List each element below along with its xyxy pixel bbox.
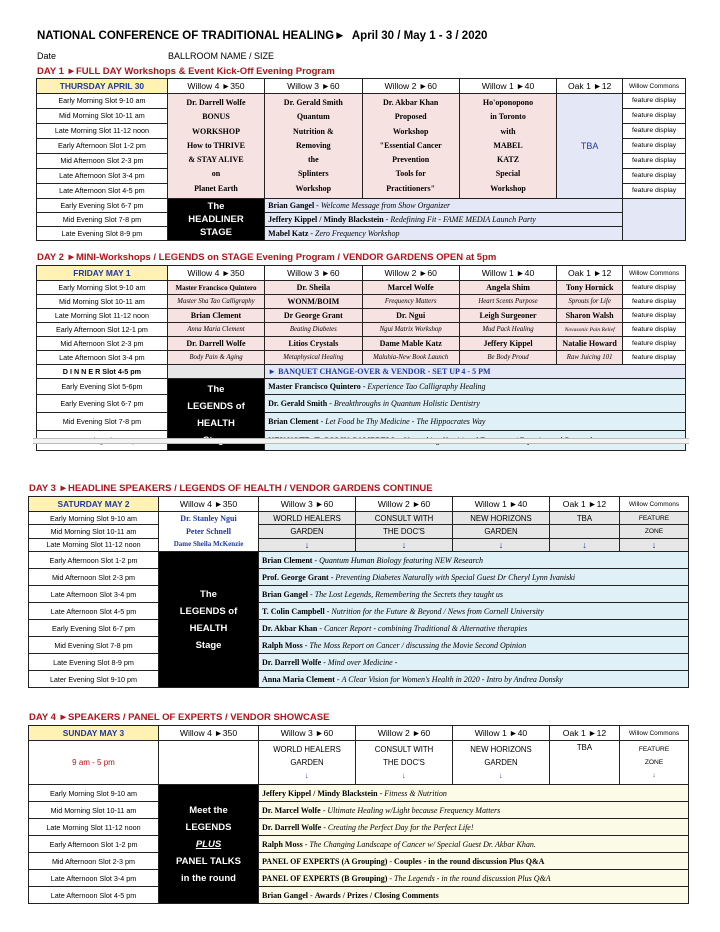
slot-label: Early Afternoon Slot 1-2 pm: [37, 139, 167, 154]
session-topic: Frequency Matters: [362, 295, 459, 309]
slot-label: Early Morning Slot 9-10 am: [29, 785, 159, 802]
garden-name: THE DOC'S: [383, 758, 425, 767]
session-presenter: Dr. Ngui: [362, 309, 459, 323]
garden-name: THE DOC'S: [356, 525, 453, 538]
arrow-down-icon: ↓: [499, 771, 503, 780]
slot-label: Late Afternoon Slot 3-4 pm: [29, 870, 159, 887]
slot-label: Mid Evening Slot 7-8 pm: [29, 637, 159, 654]
text-line: Tools for: [395, 169, 426, 179]
text-line: the: [307, 155, 319, 165]
speaker-name: Brian Clement: [268, 417, 319, 426]
day4-session: Dr. Darrell Wolfe - Creating the Perfect Day for the Perfect Life!: [259, 819, 689, 836]
day1-commons: [623, 94, 686, 199]
evening-session: T. Colin Campbell - Nutrition for the Future & Beyond / News from Cornell University: [259, 603, 689, 620]
text-line: on: [211, 169, 221, 179]
speaker-name: PANEL OF EXPERTS (B Grouping): [262, 873, 388, 883]
garden-name: CONSULT WITH: [374, 745, 434, 754]
text-line: Workshop: [295, 183, 332, 193]
col-oak1: Oak 1 ►12: [550, 726, 620, 741]
session-topic: Anna Maria Clement: [167, 323, 264, 337]
session-topic: Zero Frequency Workshop: [315, 229, 400, 238]
session-presenter: Dame Mable Katz: [362, 337, 459, 351]
feature-display: feature display: [623, 154, 685, 169]
slot-label: Late Afternoon Slot 4-5 pm: [29, 887, 159, 904]
conference-dates: April 30 / May 1 - 3 / 2020: [351, 30, 488, 42]
speaker-name: Mabel Katz: [268, 229, 309, 238]
conference-title: NATIONAL CONFERENCE OF TRADITIONAL HEALING: [37, 30, 335, 42]
garden-name: NEW HORIZONS: [470, 745, 532, 754]
session-topic: Master Sha Tao Calligraphy: [167, 295, 264, 309]
evening-session: Brian Gangel - The Lost Legends, Remembering the Secrets they taught us: [259, 586, 689, 603]
col-willow2: Willow 2 ►60: [356, 497, 453, 512]
session-presenter: Jeffery Kippel: [459, 337, 556, 351]
evening-session: Dr. Darrell Wolfe - Mind over Medicine -: [259, 654, 689, 671]
day4-session: Brian Gangel - Awards / Prizes / Closing Comments: [259, 887, 689, 904]
garden-cell: [550, 741, 620, 785]
text-line: Dr. Akbar Khan: [382, 98, 439, 108]
evening-session: Dr. Akbar Khan - Cancer Report - combining Traditional & Alternative therapies: [259, 620, 689, 637]
text-line: Splinters: [297, 169, 329, 179]
text-line: Dr. Gerald Smith: [283, 98, 343, 108]
garden-name: GARDEN: [453, 525, 550, 538]
dinner-slot: D I N N E R Slot 4-5 pm: [37, 365, 168, 379]
speaker-name: PANEL OF EXPERTS (A Grouping): [262, 856, 388, 866]
text-line: KATZ: [496, 155, 520, 165]
day4-hours: 9 am - 5 pm: [29, 741, 159, 785]
day4-session: PANEL OF EXPERTS (A Grouping) - Couples - in the round discussion Plus Q&A: [259, 853, 689, 870]
page-divider: [33, 438, 689, 444]
stage-line: The: [207, 201, 225, 212]
presenter-name: Dame Sheila McKenzie: [173, 540, 244, 548]
day4-session: Jeffery Kippel / Mindy Blackstein - Fitness & Nutrition: [259, 785, 689, 802]
session-topic: The Lost Legends, Remembering the Secrets they taught us: [314, 589, 504, 599]
slot-label: Mid Morning Slot 10-11 am: [29, 525, 159, 538]
day2-table: [36, 265, 686, 451]
col-willow1: Willow 1 ►40: [453, 726, 550, 741]
stage-line: The: [200, 588, 217, 600]
text-line: Practitioners": [386, 183, 436, 193]
document-title: [37, 30, 487, 42]
arrow-down-icon: ↓: [305, 771, 309, 780]
garden-name: WORLD HEALERS: [259, 512, 356, 525]
evening-session: Mabel Katz - Zero Frequency Workshop: [265, 227, 623, 241]
slot-label: Early Evening Slot 6-7 pm: [29, 620, 159, 637]
text-line: Quantum: [296, 112, 330, 122]
slot-label: Mid Evening Slot 7-8 pm: [37, 213, 168, 227]
col-willow2: Willow 2 ►60: [356, 726, 453, 741]
arrow-down-icon: ↓: [620, 538, 689, 551]
session-presenter: Litios Crystals: [265, 337, 362, 351]
col-willow-commons: Willow Commons: [623, 79, 686, 94]
slot-label: Mid Afternoon Slot 2-3 pm: [29, 569, 159, 586]
feature-display: feature display: [623, 337, 686, 351]
session-topic: Mind over Medicine -: [327, 657, 398, 667]
session-topic: Heart Scents Purpose: [459, 295, 556, 309]
evening-session: Dr. Gerald Smith - Breakthroughs in Quantum Holistic Dentistry: [265, 395, 686, 413]
speaker-name: Anna Maria Clement: [262, 674, 335, 684]
col-willow1: Willow 1 ►40: [453, 497, 550, 512]
col-willow-commons: Willow Commons: [620, 497, 689, 512]
stage-line: HEALTH: [197, 417, 235, 429]
text-line: Prevention: [392, 155, 430, 165]
speaker-name: Dr. Darrell Wolfe: [262, 822, 322, 832]
slot-label: Early Evening Slot 6-7 pm: [37, 395, 168, 413]
col-willow2: Willow 2 ►60: [362, 79, 459, 94]
stage-line: PANEL TALKS: [176, 855, 241, 867]
session-topic: The Legends - in the round discussion Plus Q&A: [394, 873, 551, 883]
text-line: Workshop: [392, 126, 429, 136]
day2-header: FRIDAY MAY 1: [37, 266, 168, 281]
garden-name: GARDEN: [290, 758, 324, 767]
day4-title: DAY 4 ►SPEAKERS / PANEL OF EXPERTS / VENDOR SHOWCASE: [29, 712, 330, 723]
garden-name: CONSULT WITH: [356, 512, 453, 525]
speaker-name: Brian Clement: [262, 555, 313, 565]
session-presenter: Natalie Howard: [557, 337, 623, 351]
col-willow1: Willow 1 ►40: [459, 79, 556, 94]
slot-label: Early Afternoon Slot 1-2 pm: [29, 836, 159, 853]
feature-display: feature display: [623, 139, 685, 154]
feature-display: feature display: [623, 169, 685, 184]
slot-label: Late Afternoon Slot 3-4 pm: [29, 586, 159, 603]
session-topic: The Moss Report on Cancer / discussing the Movie Second Opinion: [309, 640, 527, 650]
session-topic: Creating the Perfect Day for the Perfect Life!: [327, 822, 474, 832]
speaker-name: Ralph Moss: [262, 839, 303, 849]
speaker-name: Ralph Moss: [262, 640, 303, 650]
evening-session: Anna Maria Clement - A Clear Vision for Women's Health in 2020 - Intro by Andrea Donsky: [259, 671, 689, 688]
feature-display: feature display: [623, 295, 686, 309]
col-oak1: Oak 1 ►12: [550, 497, 620, 512]
session-topic: Couples - in the round discussion Plus Q&A: [394, 856, 545, 866]
day1-title: DAY 1 ►FULL DAY Workshops & Event Kick-Off Evening Program: [37, 66, 335, 77]
col-willow4: Willow 4 ►350: [167, 266, 264, 281]
garden-name: NEW HORIZONS: [453, 512, 550, 525]
slot-label: Late Morning Slot 11-12 noon: [29, 819, 159, 836]
session-topic: Awards / Prizes / Closing Comments: [314, 890, 439, 900]
session-presenter: Marcel Wolfe: [362, 281, 459, 295]
evening-session: Brian Gangel - Welcome Message from Show Organizer: [265, 199, 623, 213]
speaker-name: Dr. Darrell Wolfe: [262, 657, 322, 667]
evening-session: Master Francisco Quintero - Experience Tao Calligraphy Healing: [265, 379, 686, 395]
session-topic: Breakthroughs in Quantum Holistic Dentistry: [333, 399, 480, 408]
speaker-name: Brian Gangel: [262, 890, 309, 900]
session-presenter: Dr. Darrell Wolfe: [167, 337, 264, 351]
evening-session: Brian Clement - Quantum Human Biology featuring NEW Research: [259, 552, 689, 569]
garden-cell: [453, 741, 550, 785]
text-line: WORKSHOP: [191, 126, 240, 136]
text-line: Ho'oponopono: [482, 98, 534, 108]
speaker-name: Jeffery Kippel / Mindy Blackstein: [268, 215, 384, 224]
slot-label: Late Morning Slot 11-12 noon: [37, 309, 168, 323]
day1-oak-tba: TBA: [557, 94, 623, 199]
feature-display: feature display: [623, 351, 686, 365]
day1-table: [36, 78, 686, 241]
session-topic: Metaphysical Healing: [265, 351, 362, 365]
session-presenter: Leigh Surgeoner: [459, 309, 556, 323]
feature-display: feature display: [623, 281, 686, 295]
speaker-name: Brian Gangel: [262, 589, 309, 599]
session-topic: Nutrition for the Future & Beyond / News from Cornell University: [331, 606, 544, 616]
evening-session: Ralph Moss - The Moss Report on Cancer / discussing the Movie Second Opinion: [259, 637, 689, 654]
legends-stage: [159, 552, 259, 688]
day3-title: DAY 3 ►HEADLINE SPEAKERS / LEGENDS OF HEALTH / VENDOR GARDENS CONTINUE: [29, 483, 433, 494]
day1-slots: [37, 94, 168, 199]
slot-label: Late Afternoon Slot 3-4 pm: [37, 169, 167, 184]
session-topic: Ngui Matrix Workshop: [362, 323, 459, 337]
session-presenter: Dr George Grant: [265, 309, 362, 323]
garden-name: ZONE: [644, 759, 664, 766]
speaker-name: Dr. Akbar Khan: [262, 623, 318, 633]
stage-line: HEALTH: [189, 622, 228, 634]
session-topic: Novasonic Pain Relief: [557, 323, 623, 337]
garden-name: TBA: [576, 743, 593, 752]
garden-name: ZONE: [620, 525, 689, 538]
slot-label: Early Morning Slot 9-10 am: [37, 94, 167, 109]
slot-label: Mid Morning Slot 10-11 am: [29, 802, 159, 819]
session-presenter: WONM/BOIM: [265, 295, 362, 309]
slot-label: Later Evening Slot 9-10 pm: [29, 671, 159, 688]
day1-header: THURSDAY APRIL 30: [37, 79, 168, 94]
col-willow2: Willow 2 ►60: [362, 266, 459, 281]
feature-display: feature display: [623, 124, 685, 139]
day3-table: [28, 496, 689, 688]
evening-session: Jeffery Kippel / Mindy Blackstein - Redefining Fit - FAME MEDIA Launch Party: [265, 213, 623, 227]
slot-label: Late Evening Slot 8-9 pm: [37, 227, 168, 241]
stage-line: Meet the: [189, 804, 228, 816]
text-line: Removing: [295, 140, 331, 150]
session-topic: Be Body Proud: [459, 351, 556, 365]
text-line: Dr. Darrell Wolfe: [186, 98, 246, 108]
text-line: in Toronto: [490, 112, 526, 122]
session-topic: A Clear Vision for Women's Health in 2020 - Intro by Andrea Donsky: [341, 674, 563, 684]
slot-label: Mid Afternoon Slot 2-3 pm: [37, 337, 168, 351]
presenter-name: Peter Schnell: [186, 527, 231, 536]
session-topic: Raw Juicing 101: [557, 351, 623, 365]
ballroom-label: BALLROOM NAME / SIZE: [168, 51, 275, 61]
stage-line: LEGENDS of: [179, 605, 238, 617]
slot-label: Early Afternoon Slot 12-1 pm: [37, 323, 168, 337]
session-topic: Redefining Fit - FAME MEDIA Launch Party: [390, 215, 536, 224]
slot-label: Early Morning Slot 9-10 am: [37, 281, 168, 295]
arrow-down-icon: ↓: [453, 538, 550, 551]
session-topic: Quantum Human Biology featuring NEW Research: [319, 555, 484, 565]
session-topic: Let Food be Thy Medicine - The Hippocrates Way: [325, 417, 486, 426]
col-willow4: Willow 4 ►350: [167, 79, 264, 94]
session-topic: Body Pain & Aging: [167, 351, 264, 365]
session-topic: Maluhia-New Book Launch: [362, 351, 459, 365]
legends-panel-stage: [159, 785, 259, 904]
col-willow3: Willow 3 ►60: [265, 79, 362, 94]
session-topic: Cancer Report - combining Traditional & Alternative therapies: [324, 623, 528, 633]
col-willow-commons: Willow Commons: [623, 266, 686, 281]
slot-label: Mid Morning Slot 10-11 am: [37, 109, 167, 124]
day2-title: DAY 2 ►MINI-Workshops / LEGENDS on STAGE Evening Program / VENDOR GARDENS OPEN at 5pm: [37, 252, 497, 263]
garden-name: [550, 525, 620, 538]
session-presenter: Brian Clement: [167, 309, 264, 323]
date-label: Date: [37, 51, 57, 61]
garden-cell: [356, 741, 453, 785]
garden-cell: [620, 741, 689, 785]
stage-line: The: [207, 383, 225, 395]
slot-label: Early Evening Slot 5-6pm: [37, 379, 168, 395]
garden-name: FEATURE: [638, 746, 670, 753]
evening-session: Brian Clement - Let Food be Thy Medicine - The Hippocrates Way: [265, 413, 686, 431]
text-line: Special: [495, 169, 521, 179]
feature-display: feature display: [623, 94, 685, 109]
text-line: How to THRIVE: [186, 140, 246, 150]
banquet-notice: ► BANQUET CHANGE-OVER & VENDOR - SET UP 4 - 5 PM: [265, 365, 686, 379]
slot-label: Late Afternoon Slot 3-4 pm: [37, 351, 168, 365]
slot-label: Late Afternoon Slot 4-5 pm: [29, 603, 159, 620]
session-presenter: Master Francisco Quintero: [167, 281, 264, 295]
slot-label: Late Afternoon Slot 4-5 pm: [59, 186, 145, 195]
col-willow-commons: Willow Commons: [620, 726, 689, 741]
slot-label: Late Evening Slot 8-9 pm: [29, 654, 159, 671]
slot-label: Early Morning Slot 9-10 am: [29, 512, 159, 525]
day4-session: Ralph Moss - The Changing Landscape of Cancer w/ Special Guest Dr. Akbar Khan.: [259, 836, 689, 853]
slot-label: Late Morning Slot 11-12 noon: [29, 538, 159, 551]
evening-session: Prof. George Grant - Preventing Diabetes Naturally with Special Guest Dr Cheryl Lynn Ivaniski: [259, 569, 689, 586]
arrow-down-icon: ↓: [402, 771, 406, 780]
day1-willow4-workshop: [167, 94, 264, 199]
garden-name: WORLD HEALERS: [273, 745, 341, 754]
session-topic: Ultimate Healing w/Light because Frequency Matters: [327, 805, 501, 815]
arrow-down-icon: ↓: [259, 538, 356, 551]
session-presenter: Tony Hornick: [557, 281, 623, 295]
session-presenter: Dr. Sheila: [265, 281, 362, 295]
col-oak1: Oak 1 ►12: [557, 266, 623, 281]
arrow-down-icon: ↓: [550, 538, 620, 551]
garden-name: TBA: [550, 512, 620, 525]
day3-header: SATURDAY MAY 2: [29, 497, 159, 512]
speaker-name: Dr. Marcel Wolfe: [262, 805, 321, 815]
day1-willow2-workshop: [362, 94, 459, 199]
stage-line: in the round: [181, 872, 236, 884]
session-topic: Beating Diabetes: [265, 323, 362, 337]
speaker-name: Dr. Gerald Smith: [268, 399, 328, 408]
dinner-blank: [167, 365, 264, 379]
text-line: MABEL: [493, 140, 523, 150]
text-line: Nutrition &: [292, 126, 334, 136]
feature-display: feature display: [623, 109, 685, 124]
text-line: with: [500, 126, 516, 136]
speaker-name: Master Francisco Quintero: [268, 382, 361, 391]
col-oak1: Oak 1 ►12: [557, 79, 623, 94]
slot-label: Mid Afternoon Slot 2-3 pm: [29, 853, 159, 870]
col-willow4: Willow 4 ►350: [159, 497, 259, 512]
feature-display: feature display: [623, 309, 686, 323]
slot-label: Mid Evening Slot 7-8 pm: [37, 413, 168, 431]
day1-willow1-workshop: [459, 94, 556, 199]
slot-label: Mid Afternoon Slot 2-3 pm: [37, 154, 167, 169]
session-topic: Fitness & Nutrition: [384, 788, 447, 798]
day4-willow4-blank: [159, 741, 259, 785]
day4-session: Dr. Marcel Wolfe - Ultimate Healing w/Light because Frequency Matters: [259, 802, 689, 819]
slot-label: Mid Morning Slot 10-11 am: [37, 295, 168, 309]
text-line: Planet Earth: [194, 183, 238, 193]
headliner-stage: [167, 199, 264, 241]
session-topic: Mud Pack Healing: [459, 323, 556, 337]
slot-label: Early Afternoon Slot 1-2 pm: [29, 552, 159, 569]
text-line: "Essential Cancer: [379, 140, 442, 150]
stage-line: LEGENDS: [185, 821, 232, 833]
session-presenter: Angela Shim: [459, 281, 556, 295]
day3-willow4-sessions: [159, 512, 259, 552]
speaker-name: Prof. George Grant: [262, 572, 329, 582]
stage-line: HEADLINER: [188, 214, 244, 225]
col-willow1: Willow 1 ►40: [459, 266, 556, 281]
day1-willow3-workshop: [265, 94, 362, 199]
col-willow4: Willow 4 ►350: [159, 726, 259, 741]
feature-display: feature display: [631, 187, 677, 194]
slot-label: Early Evening Slot 6-7 pm: [37, 199, 168, 213]
text-line: & STAY ALIVE: [188, 155, 244, 165]
session-topic: Welcome Message from Show Organizer: [320, 201, 451, 210]
speaker-name: Jeffery Kippel / Mindy Blackstein: [262, 788, 378, 798]
stage-line: LEGENDS of: [187, 400, 245, 412]
text-line: Proposed: [394, 112, 427, 122]
text-line: Workshop: [490, 183, 526, 193]
session-topic: Experience Tao Calligraphy Healing: [367, 382, 486, 391]
session-presenter: Sharon Walsh: [557, 309, 623, 323]
day4-header: SUNDAY MAY 3: [29, 726, 159, 741]
col-willow3: Willow 3 ►60: [259, 497, 356, 512]
session-topic: The Changing Landscape of Cancer w/ Special Guest Dr. Akbar Khan.: [309, 839, 536, 849]
garden-name: FEATURE: [620, 512, 689, 525]
session-topic: Preventing Diabetes Naturally with Special Guest Dr Cheryl Lynn Ivaniski: [335, 572, 576, 582]
garden-cell: [259, 741, 356, 785]
stage-line: STAGE: [199, 227, 232, 238]
col-willow3: Willow 3 ►60: [265, 266, 362, 281]
text-line: BONUS: [202, 112, 230, 122]
col-willow3: Willow 3 ►60: [259, 726, 356, 741]
stage-line: PLUS: [195, 838, 222, 850]
day4-session: PANEL OF EXPERTS (B Grouping) - The Legends - in the round discussion Plus Q&A: [259, 870, 689, 887]
slot-label: Late Morning Slot 11-12 noon: [37, 124, 167, 139]
garden-name: GARDEN: [259, 525, 356, 538]
speaker-name: Brian Gangel: [268, 201, 315, 210]
presenter-name: Dr. Stanley Ngui: [180, 514, 237, 523]
session-topic: Sprouts for Life: [557, 295, 623, 309]
speaker-name: T. Colin Campbell: [262, 606, 325, 616]
arrow-down-icon: ↓: [356, 538, 453, 551]
title-arrow: ►: [334, 30, 346, 42]
garden-name: GARDEN: [484, 758, 518, 767]
feature-display: feature display: [623, 323, 686, 337]
day4-table: [28, 725, 689, 904]
day1-evening-blank: [623, 199, 686, 241]
stage-line: Stage: [195, 639, 222, 651]
arrow-down-icon: ↓: [652, 772, 656, 779]
